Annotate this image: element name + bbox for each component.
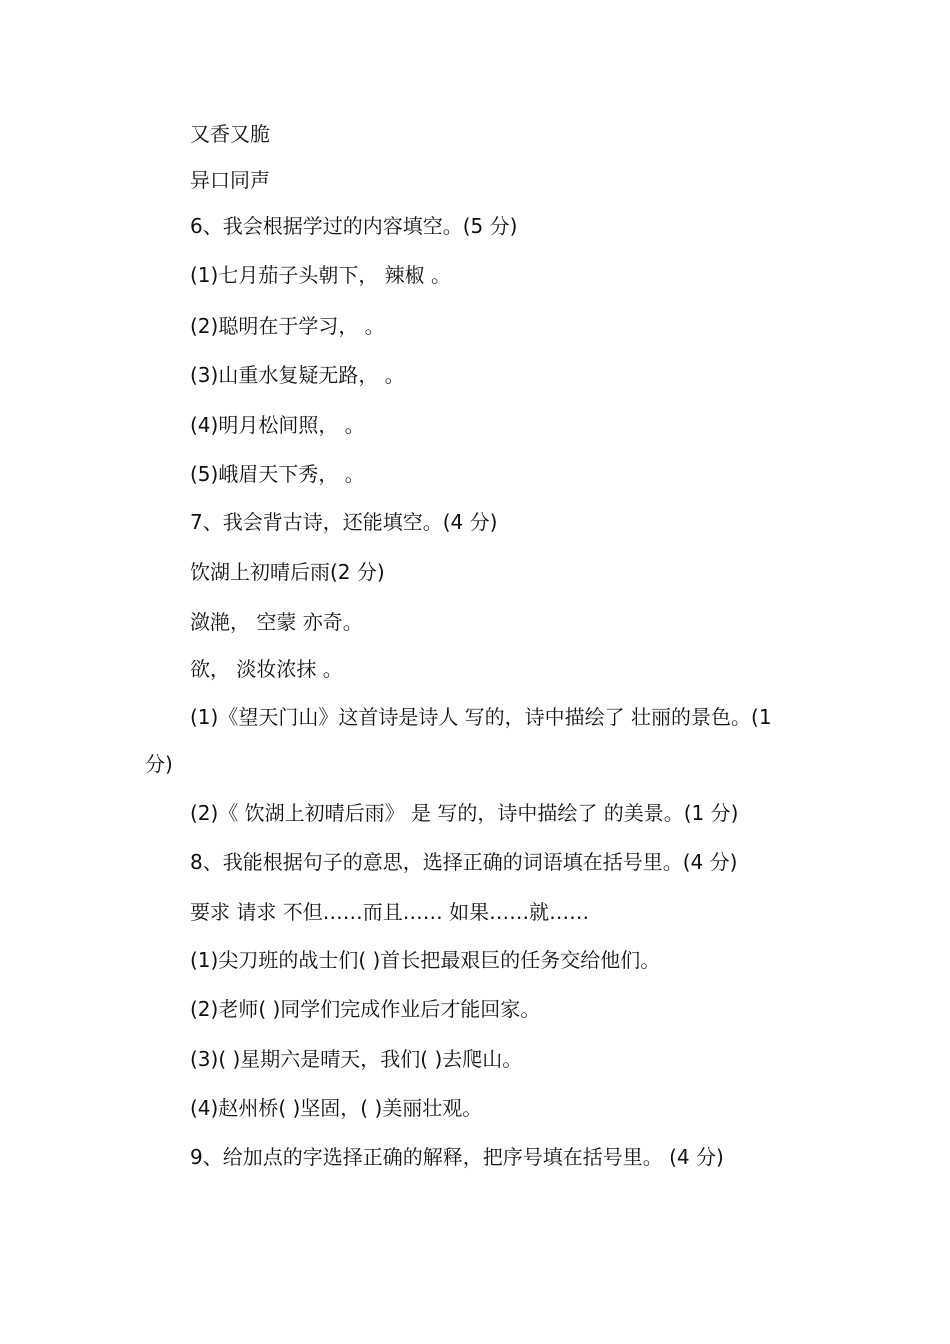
text-line: (5)峨眉天下秀， 。 [190,462,365,486]
text-line: 异口同声 [190,168,270,192]
question-heading: 8、我能根据句子的意思，选择正确的词语填在括号里。(4 分) [190,850,738,874]
text-line: (4)赵州桥( )坚固，( )美丽壮观。 [190,1096,483,1120]
question-heading: 6、我会根据学过的内容填空。(5 分) [190,214,518,238]
text-line: (1)尖刀班的战士们( )首长把最艰巨的任务交给他们。 [190,948,661,972]
text-line: (1)七月茄子头朝下， 辣椒 。 [190,263,452,287]
text-line: (3)( )星期六是晴天，我们( )去爬山。 [190,1047,523,1071]
text-line: (3)山重水复疑无路， 。 [190,363,405,387]
text-line: (2)《 饮湖上初晴后雨》 是 写的，诗中描绘了 的美景。(1 分) [190,801,739,825]
text-line: (2)老师( )同学们完成作业后才能回家。 [190,997,541,1021]
question-heading: 9、给加点的字选择正确的解释，把序号填在括号里。 (4 分) [190,1145,724,1169]
text-line: 又香又脆 [190,122,270,146]
word-options: 要求 请求 不但……而且…… 如果……就…… [190,900,590,924]
poem-line: 潋滟， 空蒙 亦奇。 [190,610,363,634]
text-line: (1)《望天门山》这首诗是诗人 写的，诗中描绘了 壮丽的景色。(1 [190,705,772,729]
text-line-continued: 分) [145,752,173,776]
text-line: (4)明月松间照， 。 [190,413,365,437]
question-heading: 7、我会背古诗，还能填空。(4 分) [190,510,498,534]
poem-title: 饮湖上初晴后雨(2 分) [190,560,385,584]
text-line: (2)聪明在于学习， 。 [190,314,385,338]
poem-line: 欲， 淡妆浓抹 。 [190,657,343,681]
